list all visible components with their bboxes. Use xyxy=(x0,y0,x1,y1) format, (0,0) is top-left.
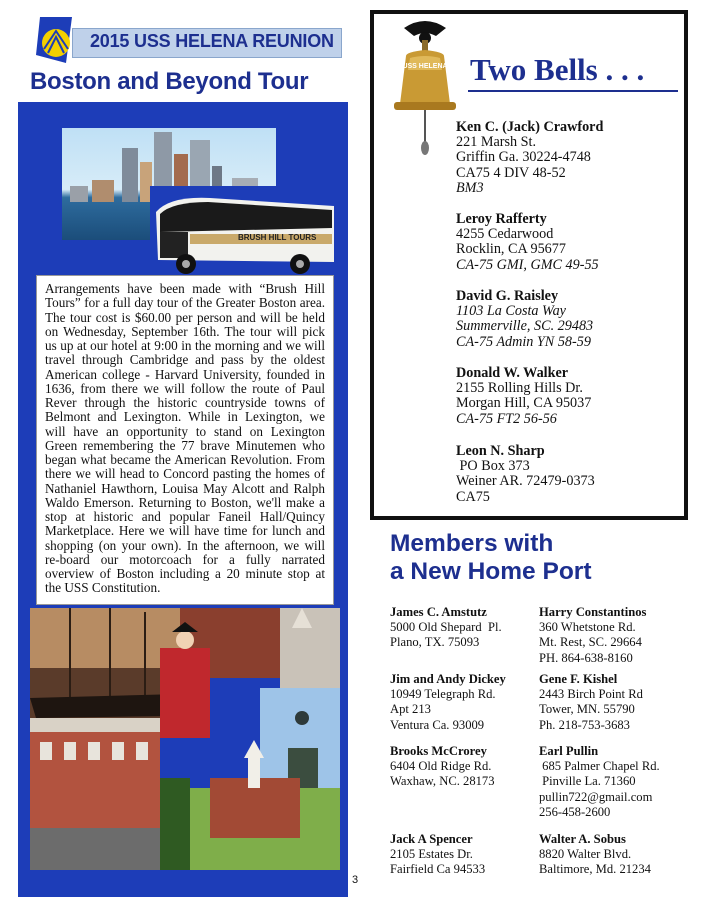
boston-landmarks-collage xyxy=(30,608,340,870)
member-line: Summerville, SC. 29483 xyxy=(456,318,594,335)
member-line: Rocklin, CA 95677 xyxy=(456,241,566,258)
bells-entry xyxy=(456,120,603,196)
member-line: Ventura Ca. 93009 xyxy=(390,717,485,732)
bell-label: USS HELENA xyxy=(402,63,448,70)
member-line: CA75 4 DIV 48-52 xyxy=(456,164,566,181)
title-underline xyxy=(468,90,678,92)
member-name: Harry Constantinos xyxy=(539,605,647,619)
member-line: BM3 xyxy=(456,179,484,196)
members-home-port-title xyxy=(390,530,592,586)
tour-description: Arrangements have been made with “Brush Hill Tours” for a full day tour of the Greater Boston area. The tour cost is $60.00 per person and will be held on Wednesday, September 16th. The tour will pick us up at our hotel at 9:00 in the morning and we will travel through Cambridge and pass by the oldest American college - Harvard University, founded in 1636, from there we will follow the route of Paul Rever through the historic countryside towns of Belmont and Lexington. While in Lexington, we will have an opportunity to stand on Lexington Green remembering the 77 brave Minutemen who began what became the American Revolution. From there we will head to Concord pasting the homes of Nathaniel Hawthorn, Louisa May Alcott and Ralph Waldo Emerson. Returning to Boston, we'll make a stop at historic and popular Faneil Hall/Quincy Marketplace. Here we will have time for lunch and shopping (on your own). In the afternoon, we will re-board our motorcoach for a fully narrated overview of Boston including a 20 minute stop at the USS Constitution. xyxy=(45,281,325,596)
home-port-entry xyxy=(539,744,660,820)
member-line: Apt 213 xyxy=(390,702,431,717)
member-line: 2105 Estates Dr. xyxy=(390,847,473,862)
member-name: Leroy Rafferty xyxy=(456,211,547,227)
member-line: CA-75 Admin YN 58-59 xyxy=(456,333,591,350)
member-name: Ken C. (Jack) Crawford xyxy=(456,119,604,135)
member-email: pullin722@gmail.com xyxy=(539,789,653,804)
home-port-entry xyxy=(390,744,495,790)
home-port-entry xyxy=(539,672,643,733)
member-line: 6404 Old Ridge Rd. xyxy=(390,759,492,774)
bells-entry xyxy=(456,366,591,427)
member-line: 221 Marsh St. xyxy=(456,134,537,151)
member-name: Brooks McCrorey xyxy=(390,744,487,758)
ships-bell-icon xyxy=(384,16,466,158)
member-line: 2155 Rolling Hills Dr. xyxy=(456,380,583,397)
member-name: Leon N. Sharp xyxy=(456,443,545,459)
member-line: Griffin Ga. 30224-4748 xyxy=(456,149,591,166)
two-bells-title: Two Bells . . . xyxy=(470,52,645,87)
member-line: 360 Whetstone Rd. xyxy=(539,620,636,635)
member-line: 8820 Walter Blvd. xyxy=(539,847,632,862)
members-title-line: a New Home Port xyxy=(390,558,592,585)
member-name: Jim and Andy Dickey xyxy=(390,672,506,686)
home-port-entry xyxy=(539,605,646,666)
member-line: CA-75 FT2 56-56 xyxy=(456,410,557,427)
member-line: Ph. 218-753-3683 xyxy=(539,717,630,732)
home-port-entry xyxy=(390,672,506,733)
bells-entry xyxy=(456,289,593,350)
bells-entry xyxy=(456,444,595,505)
member-line: 2443 Birch Point Rd xyxy=(539,687,643,702)
member-line: 685 Palmer Chapel Rd. xyxy=(539,759,660,774)
member-line: Plano, TX. 75093 xyxy=(390,635,480,650)
member-line: Mt. Rest, SC. 29664 xyxy=(539,635,642,650)
member-line: Weiner AR. 72479-0373 xyxy=(456,473,595,490)
tour-bus-photo xyxy=(150,186,340,278)
member-line: 4255 Cedarwood xyxy=(456,226,554,243)
reunion-title: 2015 USS HELENA REUNION xyxy=(90,31,334,51)
member-line: 10949 Telegraph Rd. xyxy=(390,687,496,702)
bus-sign: BRUSH HILL TOURS xyxy=(238,233,317,242)
home-port-entry xyxy=(539,832,651,878)
member-line: 5000 Old Shepard Pl. xyxy=(390,620,502,635)
home-port-entry xyxy=(390,605,502,651)
member-line: Tower, MN. 55790 xyxy=(539,702,635,717)
member-name: Earl Pullin xyxy=(539,744,599,758)
member-name: Donald W. Walker xyxy=(456,365,569,381)
member-line: Baltimore, Md. 21234 xyxy=(539,862,651,877)
tour-title: Boston and Beyond Tour xyxy=(30,68,309,95)
member-name: David G. Raisley xyxy=(456,288,559,304)
member-line: Fairfield Ca 94533 xyxy=(390,862,486,877)
member-name: Jack A Spencer xyxy=(390,832,473,846)
member-name: Gene F. Kishel xyxy=(539,672,618,686)
home-port-entry xyxy=(390,832,485,878)
member-line: 1103 La Costa Way xyxy=(456,303,566,320)
member-line: CA-75 GMI, GMC 49-55 xyxy=(456,256,599,273)
bells-entry xyxy=(456,212,599,273)
members-title-line: Members with xyxy=(390,530,554,557)
member-line: PH. 864-638-8160 xyxy=(539,650,633,665)
member-line: Waxhaw, NC. 28173 xyxy=(390,774,495,789)
member-line: CA75 xyxy=(456,488,490,505)
member-line: PO Box 373 xyxy=(456,458,530,475)
member-name: James C. Amstutz xyxy=(390,605,487,619)
member-phone: 256-458-2600 xyxy=(539,804,611,819)
member-name: Walter A. Sobus xyxy=(539,832,626,846)
page-number: 3 xyxy=(352,874,359,886)
tour-description-box xyxy=(36,275,334,605)
member-line: Pinville La. 71360 xyxy=(539,774,636,789)
member-line: Morgan Hill, CA 95037 xyxy=(456,395,592,412)
